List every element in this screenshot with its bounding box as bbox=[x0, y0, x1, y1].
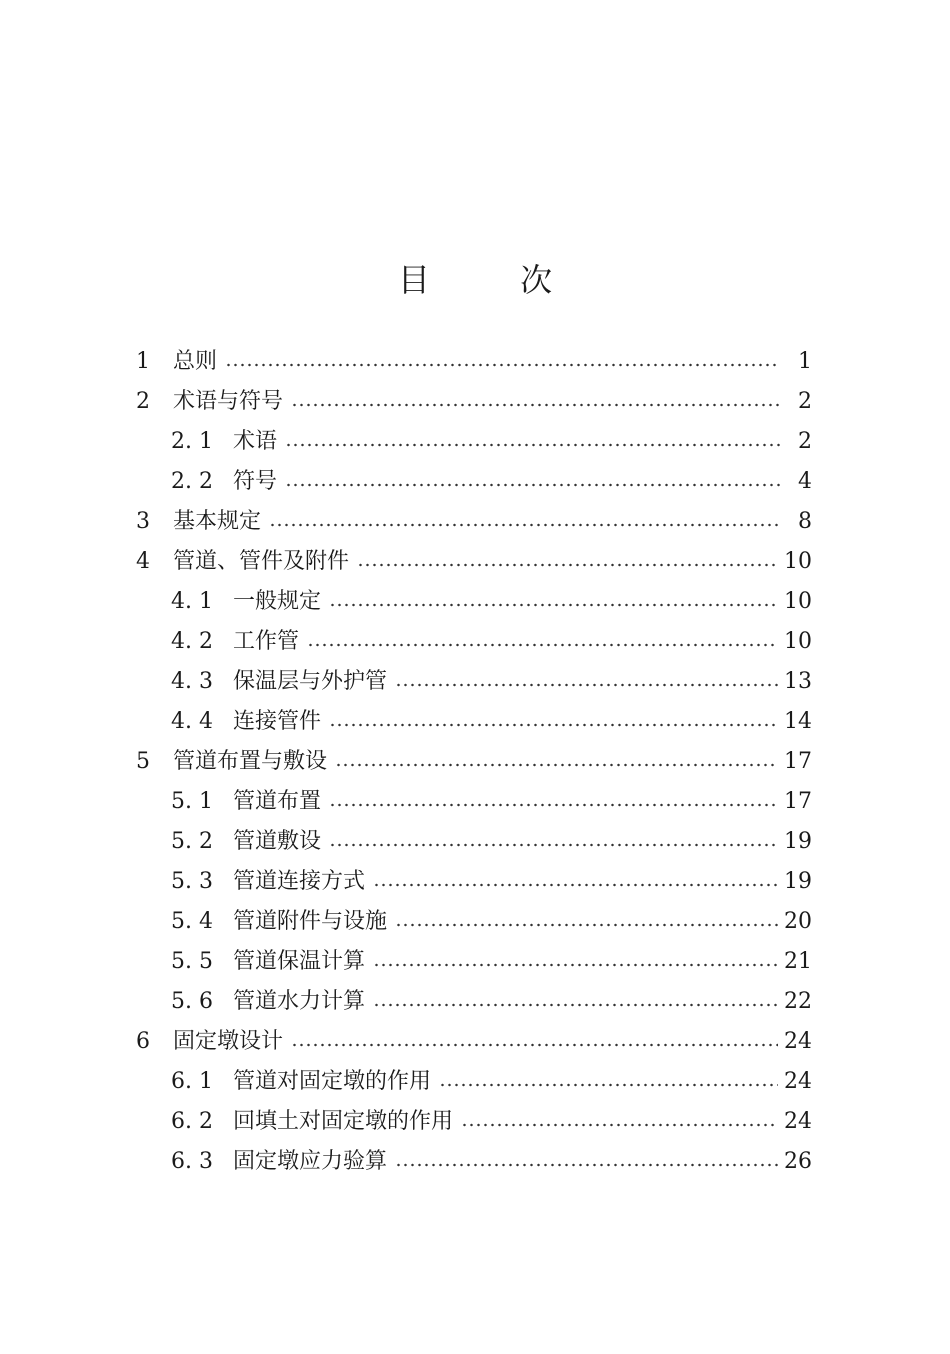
toc-number: 3 bbox=[136, 509, 150, 534]
toc-number: 4. 1 bbox=[171, 589, 213, 614]
toc-page-number: 2 bbox=[798, 429, 812, 454]
toc-number: 5. 4 bbox=[171, 909, 213, 934]
dot-leader bbox=[225, 361, 780, 369]
toc-entry[interactable] bbox=[136, 542, 812, 582]
toc-label: 符号 bbox=[233, 469, 278, 494]
toc-subentry[interactable] bbox=[171, 622, 812, 662]
toc-page-number: 21 bbox=[784, 949, 812, 974]
toc-page-number: 10 bbox=[784, 629, 812, 654]
toc-page-number: 26 bbox=[784, 1149, 812, 1174]
toc-label: 管道布置 bbox=[233, 789, 322, 814]
toc-number: 4 bbox=[136, 549, 150, 574]
toc-label: 管道保温计算 bbox=[233, 949, 366, 974]
toc-label: 管道附件与设施 bbox=[233, 909, 388, 934]
toc-number: 5. 1 bbox=[171, 789, 213, 814]
toc-label: 管道敷设 bbox=[233, 829, 322, 854]
toc-subentry[interactable] bbox=[171, 662, 812, 702]
toc-page-number: 20 bbox=[784, 909, 812, 934]
toc-page-number: 19 bbox=[784, 829, 812, 854]
toc-subentry[interactable] bbox=[171, 982, 812, 1022]
dot-leader bbox=[439, 1081, 778, 1089]
toc-label: 保温层与外护管 bbox=[233, 669, 388, 694]
toc-label: 管道布置与敷设 bbox=[173, 749, 328, 774]
toc-number: 2 bbox=[136, 389, 150, 414]
toc-number: 6. 2 bbox=[171, 1109, 213, 1134]
toc-subentry[interactable] bbox=[171, 902, 812, 942]
dot-leader bbox=[285, 441, 780, 449]
toc-number: 5. 5 bbox=[171, 949, 213, 974]
toc-page-number: 13 bbox=[784, 669, 812, 694]
toc-label: 基本规定 bbox=[173, 509, 262, 534]
toc-subentry[interactable] bbox=[171, 582, 812, 622]
toc-number: 6. 3 bbox=[171, 1149, 213, 1174]
toc-subentry[interactable] bbox=[171, 822, 812, 862]
toc-subentry[interactable] bbox=[171, 702, 812, 742]
toc-label: 固定墩应力验算 bbox=[233, 1149, 388, 1174]
toc-label: 固定墩设计 bbox=[173, 1029, 284, 1054]
toc-number: 6. 1 bbox=[171, 1069, 213, 1094]
page-title bbox=[0, 255, 950, 301]
toc-number: 6 bbox=[136, 1029, 150, 1054]
toc-label: 管道、管件及附件 bbox=[173, 549, 350, 574]
toc-number: 2. 2 bbox=[171, 469, 213, 494]
toc-page-number: 1 bbox=[798, 349, 812, 374]
dot-leader bbox=[329, 841, 778, 849]
toc-entry[interactable] bbox=[136, 342, 812, 382]
toc-label: 工作管 bbox=[233, 629, 300, 654]
toc-page-number: 10 bbox=[784, 589, 812, 614]
toc-number: 4. 2 bbox=[171, 629, 213, 654]
dot-leader bbox=[395, 1161, 778, 1169]
toc-number: 4. 4 bbox=[171, 709, 213, 734]
toc-number: 5 bbox=[136, 749, 150, 774]
toc-page-number: 17 bbox=[784, 789, 812, 814]
toc-label: 总则 bbox=[173, 349, 218, 374]
toc-number: 5. 2 bbox=[171, 829, 213, 854]
dot-leader bbox=[269, 521, 780, 529]
dot-leader bbox=[329, 601, 778, 609]
toc-page-number: 4 bbox=[798, 469, 812, 494]
toc-entry[interactable] bbox=[136, 1022, 812, 1062]
dot-leader bbox=[291, 1041, 778, 1049]
dot-leader bbox=[357, 561, 778, 569]
dot-leader bbox=[395, 681, 778, 689]
toc-label: 回填土对固定墩的作用 bbox=[233, 1109, 454, 1134]
dot-leader bbox=[329, 721, 778, 729]
toc-number: 2. 1 bbox=[171, 429, 213, 454]
toc-page-number: 14 bbox=[784, 709, 812, 734]
toc-subentry[interactable] bbox=[171, 422, 812, 462]
toc-page-number: 24 bbox=[784, 1029, 812, 1054]
toc-page-number: 24 bbox=[784, 1069, 812, 1094]
dot-leader bbox=[373, 881, 778, 889]
toc-label: 连接管件 bbox=[233, 709, 322, 734]
toc-page-number: 24 bbox=[784, 1109, 812, 1134]
title-char-1: 目 bbox=[397, 261, 430, 299]
toc-subentry[interactable] bbox=[171, 942, 812, 982]
toc-number: 5. 3 bbox=[171, 869, 213, 894]
dot-leader bbox=[373, 1001, 778, 1009]
toc-subentry[interactable] bbox=[171, 1102, 812, 1142]
toc-page-number: 22 bbox=[784, 989, 812, 1014]
dot-leader bbox=[461, 1121, 778, 1129]
dot-leader bbox=[395, 921, 778, 929]
toc-subentry[interactable] bbox=[171, 782, 812, 822]
toc-entry[interactable] bbox=[136, 502, 812, 542]
toc-page-number: 17 bbox=[784, 749, 812, 774]
toc-number: 5. 6 bbox=[171, 989, 213, 1014]
dot-leader bbox=[307, 641, 778, 649]
toc-subentry[interactable] bbox=[171, 462, 812, 502]
toc-subentry[interactable] bbox=[171, 1142, 812, 1182]
toc-page-number: 19 bbox=[784, 869, 812, 894]
dot-leader bbox=[285, 481, 780, 489]
toc-label: 管道水力计算 bbox=[233, 989, 366, 1014]
toc-page-number: 8 bbox=[798, 509, 812, 534]
toc-number: 1 bbox=[136, 349, 150, 374]
toc-entry[interactable] bbox=[136, 382, 812, 422]
toc-label: 术语 bbox=[233, 429, 278, 454]
toc-label: 管道对固定墩的作用 bbox=[233, 1069, 432, 1094]
toc-entry[interactable] bbox=[136, 742, 812, 782]
toc-label: 管道连接方式 bbox=[233, 869, 366, 894]
dot-leader bbox=[335, 761, 778, 769]
toc-number: 4. 3 bbox=[171, 669, 213, 694]
toc-label: 一般规定 bbox=[233, 589, 322, 614]
dot-leader bbox=[329, 801, 778, 809]
toc-page-number: 10 bbox=[784, 549, 812, 574]
title-char-2: 次 bbox=[520, 261, 553, 299]
toc-subentry[interactable] bbox=[171, 1062, 812, 1102]
dot-leader bbox=[373, 961, 778, 969]
toc-subentry[interactable] bbox=[171, 862, 812, 902]
toc-label: 术语与符号 bbox=[173, 389, 284, 414]
dot-leader bbox=[291, 401, 780, 409]
toc-page-number: 2 bbox=[798, 389, 812, 414]
